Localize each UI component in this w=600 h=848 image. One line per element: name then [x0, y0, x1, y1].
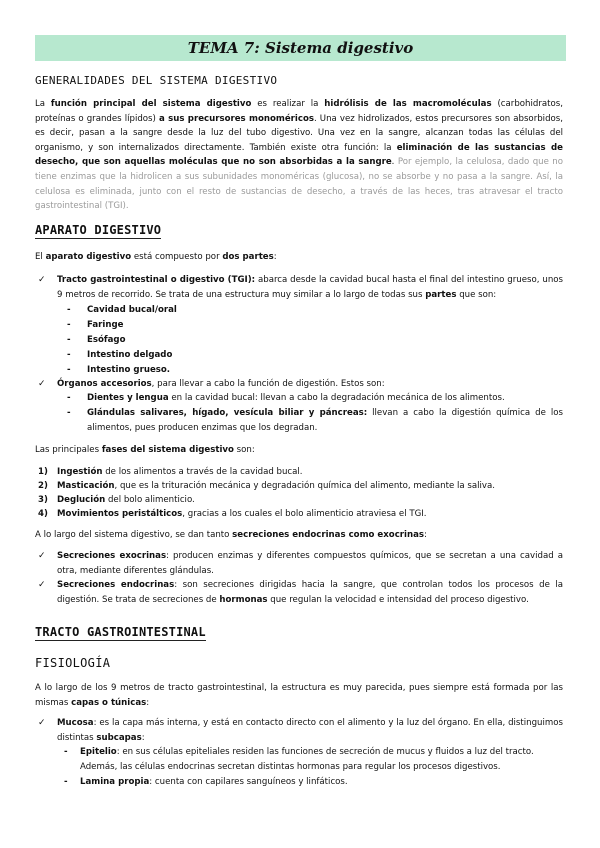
list-item-accesorio: Dientes y lengua en la cavidad bucal: llevan a cabo la degradación mecánica de los alimentos.	[87, 393, 505, 403]
dash-icon: -	[67, 393, 71, 403]
list-item-tgi: Tracto gastrointestinal o digestivo (TGI): abarca desde la cavidad bucal hasta el final del intestino grueso, unos 9 metros de recorrido. Se trata de una estructura muy similar a lo largo de todas sus partes que son:	[57, 275, 564, 300]
heading-generalidades: GENERALIDADES DEL SISTEMA DIGESTIVO	[35, 74, 278, 87]
paragraph-fases-intro: Las principales fases del sistema digestivo son:	[35, 445, 255, 455]
list-item-parte: Intestino delgado	[87, 350, 173, 360]
list-number: 4)	[38, 509, 48, 519]
paragraph-secreciones-intro: A lo largo del sistema digestivo, se dan tanto secreciones endocrinas como exocrinas:	[35, 530, 427, 540]
dash-icon: -	[67, 365, 71, 375]
check-icon: ✓	[38, 275, 46, 285]
check-icon: ✓	[38, 580, 46, 590]
list-item-epitelio: Epitelio: en sus células epiteliales residen las funciones de secreción de mucus y fluidos a luz del tracto. Además, las células endocrinas secretan distintas hormonas para regular los procesos digestivos.	[80, 747, 534, 772]
dash-icon: -	[67, 320, 71, 330]
list-item-parte: Faringe	[87, 320, 124, 330]
page-title: TEMA 7: Sistema digestivo	[187, 39, 414, 57]
list-item-fase: Masticación, que es la trituración mecánica y degradación química del alimento, mediante la saliva.	[57, 481, 495, 491]
list-item-parte: Esófago	[87, 335, 126, 345]
list-number: 1)	[38, 467, 48, 477]
list-number: 2)	[38, 481, 48, 491]
list-item-fase: Ingestión de los alimentos a través de la cavidad bucal.	[57, 467, 303, 477]
dash-icon: -	[67, 305, 71, 315]
list-item-fase: Deglución del bolo alimenticio.	[57, 495, 195, 505]
dash-icon: -	[67, 350, 71, 360]
list-item-accesorio: Glándulas salivares, hígado, vesícula biliar y páncreas: llevan a cabo la digestión química de los alimentos, pues producen enzimas que los degradan.	[87, 408, 563, 433]
dash-icon: -	[64, 747, 68, 757]
list-item-parte: Cavidad bucal/oral	[87, 305, 177, 315]
paragraph-aparato-intro: El aparato digestivo está compuesto por dos partes:	[35, 252, 277, 262]
list-item-endocrinas: Secreciones endocrinas: son secreciones dirigidas hacia la sangre, que controlan todos los procesos de la digestión. Se trata de secreciones de hormonas que regulan la velocidad e intensidad del proceso digestivo.	[57, 580, 563, 605]
dash-icon: -	[67, 335, 71, 345]
list-item-fase: Movimientos peristálticos, gracias a los cuales el bolo alimenticio atraviesa el TGI.	[57, 509, 427, 519]
heading-aparato: APARATO DIGESTIVO	[35, 223, 162, 237]
title-banner	[35, 35, 566, 61]
list-number: 3)	[38, 495, 48, 505]
heading-tracto: TRACTO GASTROINTESTINAL	[35, 625, 206, 639]
dash-icon: -	[67, 408, 71, 418]
paragraph-generalidades: La función principal del sistema digestivo es realizar la hidrólisis de las macromoléculas (carbohidratos, proteínas o grandes lípidos) a sus precursores monoméricos. Una vez hidrolizados, estos precursores son absorbidos, es decir, pasan a la sangre desde la luz del tubo digestivo. Una vez en la sangre, alcanzan todas las células del organismo, y son internalizados directamente. También existe otra función: la eliminación de las sustancias de desecho, que son aquellas moléculas que no son absorbidas a la sangre. Por ejemplo, la celulosa, dado que no tiene enzimas que la hidrolicen a sus subunidades monoméricas (glucosa), no se absorbe y no pasa a la sangre. Así, la celulosa es eliminada, junto con el resto de sustancias de desecho, a través de las heces, tras atravesar el tracto gastrointestinal (TGI).	[35, 99, 564, 212]
example-text: Por ejemplo, la celulosa, dado que no tiene enzimas que la hidrolicen a sus subunidades monoméricas (glucosa), no se absorbe y no pasa a la sangre. Así, la celulosa es eliminada, junto con el resto de sustancias de desecho, a través de las heces, tras atravesar el tracto gastrointestinal (TGI).	[35, 157, 564, 212]
check-icon: ✓	[38, 379, 46, 389]
list-item-exocrinas: Secreciones exocrinas: producen enzimas y diferentes compuestos químicos, que se secretan a una cavidad a otra, mediante diferentes glándulas.	[57, 551, 563, 576]
paragraph-tracto: A lo largo de los 9 metros de tracto gastrointestinal, la estructura es muy parecida, pues siempre está formada por las mismas capas o túnicas:	[35, 683, 563, 708]
list-item-accesorios: Órganos accesorios, para llevar a cabo la función de digestión. Estos son:	[57, 379, 385, 389]
check-icon: ✓	[38, 551, 46, 561]
check-icon: ✓	[38, 718, 46, 728]
subheading-fisiologia: FISIOLOGÍA	[35, 656, 111, 670]
list-item-mucosa: Mucosa: es la capa más interna, y está en contacto directo con el alimento y la luz del órgano. En ella, distinguimos distintas subcapas:	[57, 718, 563, 743]
list-item-lamina: Lamina propia: cuenta con capilares sanguíneos y linfáticos.	[80, 777, 348, 787]
dash-icon: -	[64, 777, 68, 787]
list-item-parte: Intestino grueso.	[87, 365, 171, 375]
